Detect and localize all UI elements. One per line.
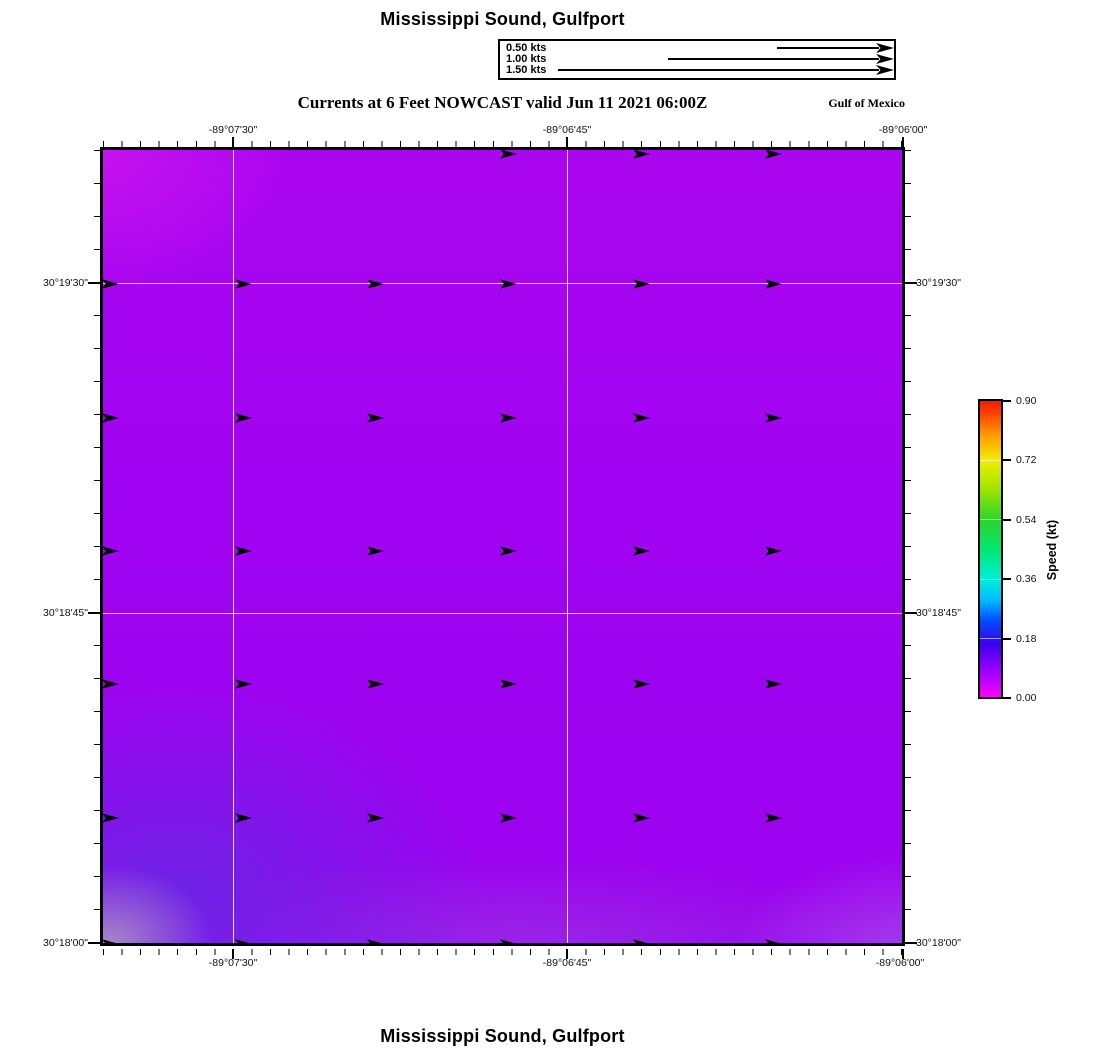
map-subtitle: Currents at 6 Feet NOWCAST valid Jun 11 2021 06:00Z <box>297 93 708 112</box>
arrow-head-icon <box>876 54 894 64</box>
top-axis-major-tick <box>902 137 904 147</box>
current-vector-arrow <box>365 544 385 556</box>
colorbar-level-line <box>980 579 1001 580</box>
current-vector-arrow <box>498 937 518 943</box>
colorbar-tick-label: 0.00 <box>1016 692 1037 704</box>
current-vector-arrow <box>498 811 518 823</box>
colorbar-level-line <box>980 638 1001 639</box>
colorbar-tick <box>1003 400 1011 402</box>
current-vector-arrow <box>233 544 253 556</box>
current-vector-arrow <box>365 811 385 823</box>
current-vector-arrow <box>103 544 120 556</box>
top-axis-major-tick <box>232 137 234 147</box>
top-axis-major-tick <box>566 137 568 147</box>
current-vector-arrow <box>763 411 783 423</box>
colorbar-tick-label: 0.90 <box>1016 395 1037 407</box>
current-vector-arrow <box>631 677 651 689</box>
current-vector-arrow <box>763 811 783 823</box>
speed-field-surface <box>103 150 902 943</box>
lon-tick-label-top: -89°06'45" <box>542 124 592 136</box>
bottom-axis-minor-ticks <box>100 949 905 955</box>
current-vector-arrow <box>763 937 783 943</box>
current-vector-arrow <box>233 411 253 423</box>
current-vector-arrow <box>233 937 253 943</box>
current-vector-arrow <box>763 277 783 289</box>
current-vector-arrow <box>365 677 385 689</box>
lon-tick-label-bottom: -89°07'30" <box>208 957 258 969</box>
colorbar-tick-label: 0.72 <box>1016 454 1037 466</box>
current-vector-arrow <box>631 937 651 943</box>
current-vector-arrow <box>498 277 518 289</box>
current-vector-arrow <box>103 277 120 289</box>
colorbar-tick <box>1003 459 1011 461</box>
lat-tick-label-right: 30°18'00" <box>916 937 961 949</box>
colorbar-tick <box>1003 638 1011 640</box>
current-vector-arrow <box>631 150 651 159</box>
colorbar-tick <box>1003 578 1011 580</box>
speed-scale-legend <box>498 39 896 80</box>
left-axis-major-tick <box>88 612 100 614</box>
colorbar-tick-label: 0.54 <box>1016 514 1037 526</box>
speed-colorbar <box>978 399 1003 699</box>
page-title: Mississippi Sound, Gulfport <box>380 9 625 29</box>
current-vector-arrow <box>103 411 120 423</box>
current-vector-arrow <box>233 677 253 689</box>
colorbar-axis-label: Speed (kt) <box>1045 519 1059 581</box>
arrow-head-icon <box>876 43 894 53</box>
lat-tick-label-left: 30°18'45" <box>43 607 88 619</box>
colorbar-level-line <box>980 460 1001 461</box>
current-vector-arrow <box>763 150 783 159</box>
legend-arrow-shaft <box>558 69 879 71</box>
lon-tick-label-bottom: -89°06'00" <box>875 957 925 969</box>
current-vector-arrow <box>498 411 518 423</box>
colorbar-tick <box>1003 697 1011 699</box>
lat-tick-label-right: 30°18'45" <box>916 607 961 619</box>
lat-tick-label-right: 30°19'30" <box>916 277 961 289</box>
legend-entry-label: 1.00 kts <box>506 53 547 65</box>
current-vector-arrow <box>498 150 518 159</box>
current-vector-arrow <box>631 411 651 423</box>
current-speed-map[interactable] <box>100 147 905 946</box>
current-vector-arrow <box>631 544 651 556</box>
current-vector-arrow <box>498 677 518 689</box>
legend-entry-label: 0.50 kts <box>506 42 547 54</box>
left-axis-major-tick <box>88 942 100 944</box>
left-axis-major-tick <box>88 282 100 284</box>
lat-tick-label-left: 30°18'00" <box>43 937 88 949</box>
current-vector-arrow <box>631 811 651 823</box>
current-vector-arrow <box>365 277 385 289</box>
current-vector-arrow <box>631 277 651 289</box>
colorbar-tick-label: 0.36 <box>1016 573 1037 585</box>
current-vector-arrow <box>763 677 783 689</box>
right-axis-minor-ticks <box>905 147 911 946</box>
current-vector-arrow <box>233 811 253 823</box>
current-vector-arrow <box>103 677 120 689</box>
current-vector-arrow <box>365 411 385 423</box>
arrow-head-icon <box>876 65 894 75</box>
colorbar-level-line <box>980 519 1001 520</box>
lon-tick-label-bottom: -89°06'45" <box>542 957 592 969</box>
legend-entry-label: 1.50 kts <box>506 64 547 76</box>
region-label: Gulf of Mexico <box>828 96 905 110</box>
current-vector-arrow <box>103 937 120 943</box>
current-vector-arrow <box>103 811 120 823</box>
footer-title: Mississippi Sound, Gulfport <box>380 1026 625 1046</box>
colorbar-tick <box>1003 519 1011 521</box>
current-vector-arrow <box>365 937 385 943</box>
lon-tick-label-top: -89°07'30" <box>208 124 258 136</box>
legend-arrow-shaft <box>668 58 879 60</box>
lon-tick-label-top: -89°06'00" <box>878 124 928 136</box>
current-vector-arrow <box>498 544 518 556</box>
lat-tick-label-left: 30°19'30" <box>43 277 88 289</box>
legend-arrow-shaft <box>777 47 879 49</box>
colorbar-tick-label: 0.18 <box>1016 633 1037 645</box>
vector-field-layer <box>103 150 902 943</box>
current-vector-arrow <box>763 544 783 556</box>
current-vector-arrow <box>233 277 253 289</box>
